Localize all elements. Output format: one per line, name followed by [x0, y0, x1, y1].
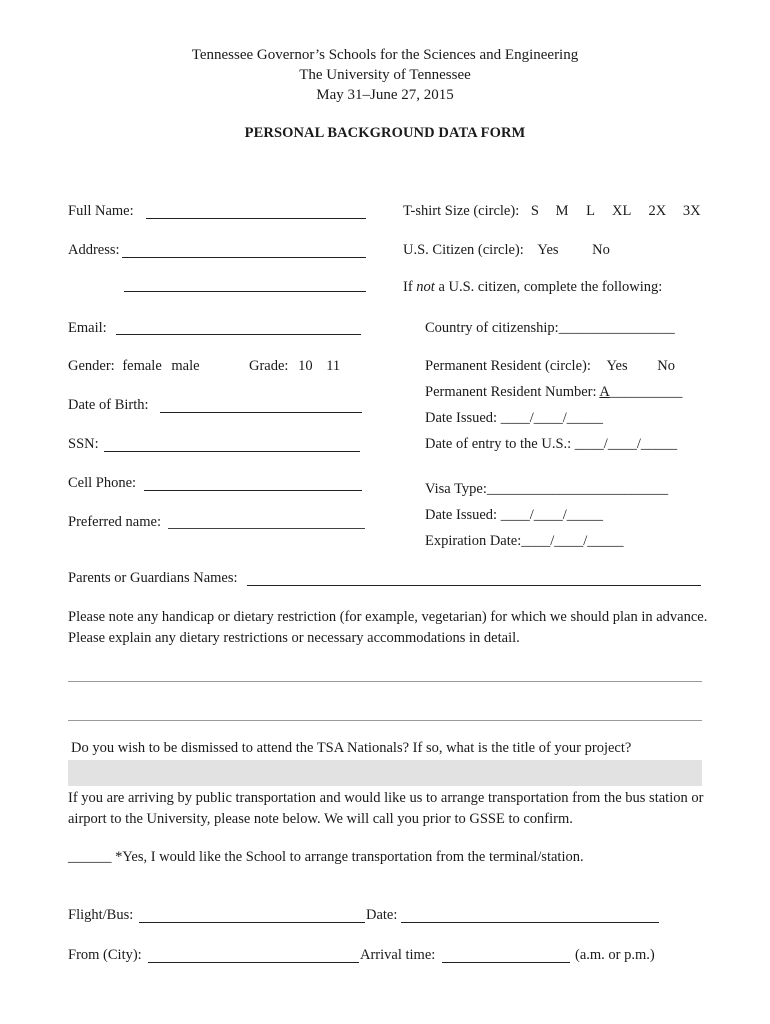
parents-label: Parents or Guardians Names:	[68, 570, 238, 586]
dietary-line-1	[68, 681, 702, 682]
full-name-underline	[146, 218, 366, 219]
preferred-name-input[interactable]	[170, 509, 363, 527]
ssn-input[interactable]	[106, 432, 358, 450]
cell-phone-input[interactable]	[146, 471, 360, 489]
from-city-input[interactable]	[150, 943, 357, 961]
ssn-underline	[104, 451, 360, 452]
header-line-1: Tennessee Governor’s Schools for the Sciences and Engineering	[191, 47, 579, 63]
non-citizen-instruction	[403, 279, 662, 296]
dietary-line-2	[68, 720, 702, 721]
email-label: Email:	[68, 320, 107, 336]
from-city-underline	[148, 962, 359, 963]
perm-res-option-no[interactable]: No	[657, 358, 675, 374]
date-input[interactable]	[403, 903, 657, 921]
country-of-citizenship[interactable]: Country of citizenship:________________	[425, 320, 675, 336]
perm-res-number-prefix: A	[599, 384, 610, 400]
grade-row	[249, 358, 340, 375]
email-underline	[116, 334, 361, 335]
address-input-2[interactable]	[126, 272, 364, 290]
gender-option-female[interactable]: female	[122, 358, 162, 374]
arrival-time-label: Arrival time:	[360, 947, 436, 963]
tsa-project-input[interactable]	[72, 764, 698, 782]
form-title: PERSONAL BACKGROUND DATA FORM	[244, 125, 526, 141]
tshirt-size-3x[interactable]: 3X	[682, 203, 701, 219]
tshirt-size-xl[interactable]: XL	[612, 203, 631, 219]
if-suffix: a U.S. citizen, complete the following:	[438, 279, 663, 295]
gender-row	[68, 358, 200, 375]
if-not-emphasis: not	[416, 279, 435, 295]
flight-bus-underline	[139, 922, 365, 923]
tshirt-size-2x[interactable]: 2X	[648, 203, 667, 219]
grade-option-10[interactable]: 10	[298, 358, 313, 374]
preferred-name-underline	[168, 528, 365, 529]
date-entry-us[interactable]: Date of entry to the U.S.: ____/____/_____	[425, 436, 678, 452]
parents-underline	[247, 585, 701, 586]
perm-res-number-label: Permanent Resident Number:	[425, 384, 597, 400]
citizen-row	[403, 242, 610, 259]
gender-label: Gender:	[68, 358, 115, 374]
citizen-option-no[interactable]: No	[592, 242, 610, 258]
visa-type[interactable]: Visa Type:_________________________	[425, 481, 669, 497]
transport-yes-option[interactable]: ______ *Yes, I would like the School to arrange transportation from the terminal/station.	[68, 849, 584, 865]
tshirt-row	[403, 203, 701, 220]
header-line-3: May 31–June 27, 2015	[316, 87, 454, 103]
address-underline-2	[124, 291, 366, 292]
date-issued-2[interactable]: Date Issued: ____/____/_____	[425, 507, 604, 523]
date-underline	[401, 922, 659, 923]
address-input-1[interactable]	[124, 238, 364, 256]
dietary-input-2[interactable]	[70, 701, 700, 719]
cell-phone-underline	[144, 490, 362, 491]
from-city-label: From (City):	[68, 947, 142, 963]
perm-res-number[interactable]	[425, 384, 682, 401]
arrival-time-underline	[442, 962, 570, 963]
preferred-name-label: Preferred name:	[68, 514, 161, 530]
header-line-2: The University of Tennessee	[299, 67, 471, 83]
tsa-question: Do you wish to be dismissed to attend the TSA Nationals? If so, what is the title of your project?	[71, 740, 632, 756]
dob-input[interactable]	[162, 393, 360, 411]
perm-res-row	[425, 358, 675, 375]
transport-note: If you are arriving by public transportation and would like us to arrange transportation from the bus station or airport to the University, please note below. We will call you prior to GSSE to confirm.	[68, 790, 704, 827]
dietary-input-1[interactable]	[70, 662, 700, 680]
citizen-label: U.S. Citizen (circle):	[403, 242, 524, 258]
perm-res-option-yes[interactable]: Yes	[606, 358, 628, 374]
dob-underline	[160, 412, 362, 413]
am-pm-note: (a.m. or p.m.)	[575, 947, 655, 963]
grade-option-11[interactable]: 11	[326, 358, 341, 374]
grade-label: Grade:	[249, 358, 289, 374]
dob-label: Date of Birth:	[68, 397, 149, 413]
full-name-input[interactable]	[148, 199, 364, 217]
email-input[interactable]	[118, 315, 359, 333]
arrival-time-input[interactable]	[444, 943, 568, 961]
cell-phone-label: Cell Phone:	[68, 475, 137, 491]
tshirt-label: T-shirt Size (circle):	[403, 203, 520, 219]
address-label: Address:	[68, 242, 120, 258]
tshirt-size-l[interactable]: L	[586, 203, 595, 219]
expiration-date[interactable]: Expiration Date:____/____/_____	[425, 533, 624, 549]
parents-input[interactable]	[249, 566, 699, 584]
flight-bus-input[interactable]	[141, 903, 363, 921]
perm-res-label: Permanent Resident (circle):	[425, 358, 591, 374]
citizen-option-yes[interactable]: Yes	[537, 242, 559, 258]
tshirt-size-m[interactable]: M	[555, 203, 569, 219]
full-name-label: Full Name:	[68, 203, 134, 219]
date-issued-1[interactable]: Date Issued: ____/____/_____	[425, 410, 604, 426]
address-underline-1	[122, 257, 366, 258]
perm-res-number-blank: __________	[609, 384, 683, 400]
dietary-note: Please note any handicap or dietary restriction (for example, vegetarian) for which we should plan in advance. Please explain any dietary restrictions or necessary accommodations in detail.	[68, 609, 708, 646]
date-label: Date:	[366, 907, 398, 923]
if-prefix: If	[403, 279, 413, 295]
flight-bus-label: Flight/Bus:	[68, 907, 134, 923]
tshirt-size-s[interactable]: S	[530, 203, 539, 219]
ssn-label: SSN:	[68, 436, 99, 452]
gender-option-male[interactable]: male	[171, 358, 200, 374]
